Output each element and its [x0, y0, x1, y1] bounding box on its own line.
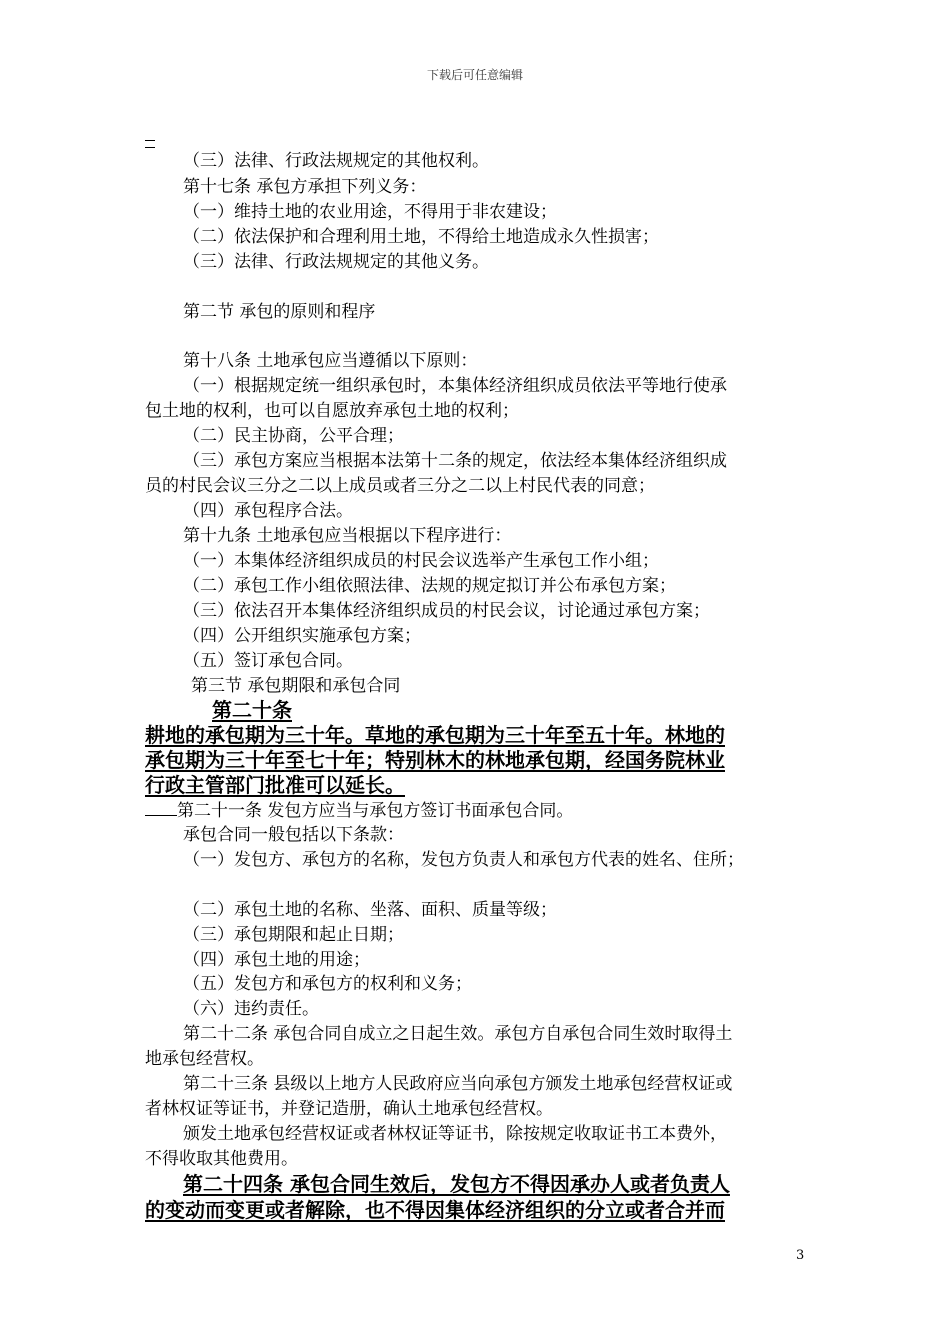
text-line: （三）承包期限和起止日期；: [183, 925, 404, 945]
article-heading-bold: 第二十条: [212, 698, 292, 722]
text-line: （二）依法保护和合理利用土地，不得给土地造成永久性损害；: [183, 227, 659, 247]
page-header: 下载后可任意编辑: [426, 68, 523, 82]
article-heading: 第二十二条 承包合同自成立之日起生效。承包方自承包合同生效时取得土: [183, 1024, 733, 1044]
article-heading: 第二十一条 发包方应当与承包方签订书面承包合同。: [177, 801, 574, 821]
underline-lead: [145, 798, 177, 816]
article-heading: 第十八条 土地承包应当遵循以下原则：: [183, 351, 478, 371]
text-line: （一）本集体经济组织成员的村民会议选举产生承包工作小组；: [183, 551, 659, 571]
text-line: （一）根据规定统一组织承包时，本集体经济组织成员依法平等地行使承: [183, 376, 727, 396]
text-line: 不得收取其他费用。: [145, 1149, 298, 1169]
bold-article-heading: 第二十四条 承包合同生效后，发包方不得因承办人或者负责人: [183, 1172, 730, 1196]
bold-text-line: 的变动而变更或者解除，也不得因集体经济组织的分立或者合并而: [145, 1198, 725, 1222]
text-line: （二）承包土地的名称、坐落、面积、质量等级；: [183, 900, 557, 920]
section-heading: 第三节 承包期限和承包合同: [191, 676, 401, 696]
text-line: （五）发包方和承包方的权利和义务；: [183, 974, 472, 994]
text-line: （五）签订承包合同。: [183, 651, 353, 671]
text-line: 包土地的权利，也可以自愿放弃承包土地的权利；: [145, 401, 519, 421]
text-line: 承包合同一般包括以下条款：: [183, 825, 404, 845]
bold-text-line: 承包期为三十年至七十年；特别林木的林地承包期，经国务院林业: [145, 748, 725, 772]
text-line: 员的村民会议三分之二以上成员或者三分之二以上村民代表的同意；: [145, 476, 655, 496]
text-line: （三）承包方案应当根据本法第十二条的规定，依法经本集体经济组织成: [183, 451, 727, 471]
text-line: （一）维持土地的农业用途，不得用于非农建设；: [183, 202, 557, 222]
text-line: （二）承包工作小组依照法律、法规的规定拟订并公布承包方案；: [183, 576, 676, 596]
page-number: 3: [796, 1248, 805, 1263]
text-line: 颁发土地承包经营权证或者林权证等证书，除按规定收取证书工本费外，: [183, 1124, 727, 1144]
text-line: （六）违约责任。: [183, 999, 319, 1019]
article-heading: 第十九条 土地承包应当根据以下程序进行：: [183, 526, 512, 546]
text-line: （四）承包土地的用途；: [183, 950, 370, 970]
article-heading: 第十七条 承包方承担下列义务：: [183, 177, 427, 197]
bold-text-line: 耕地的承包期为三十年。草地的承包期为三十年至五十年。林地的: [145, 723, 725, 747]
section-heading: 第二节 承包的原则和程序: [183, 302, 376, 322]
text-line: （三）依法召开本集体经济组织成员的村民会议，讨论通过承包方案；: [183, 601, 710, 621]
article-line: [145, 798, 573, 823]
text-line: 者林权证等证书，并登记造册，确认土地承包经营权。: [145, 1099, 553, 1119]
text-line: 地承包经营权。: [145, 1049, 264, 1069]
text-line: （一）发包方、承包方的名称，发包方负责人和承包方代表的姓名、住所；: [183, 850, 744, 870]
text-line: （三）法律、行政法规规定的其他义务。: [183, 252, 489, 272]
text-line: （二）民主协商，公平合理；: [183, 426, 404, 446]
article-heading: 第二十三条 县级以上地方人民政府应当向承包方颁发土地承包经营权证或: [183, 1074, 733, 1094]
section-mark: [145, 140, 155, 148]
text-line: （四）承包程序合法。: [183, 501, 353, 521]
bold-text-line: 行政主管部门批准可以延长。: [145, 773, 405, 797]
text-line: （三）法律、行政法规规定的其他权利。: [183, 151, 489, 171]
text-line: （四）公开组织实施承包方案；: [183, 626, 421, 646]
